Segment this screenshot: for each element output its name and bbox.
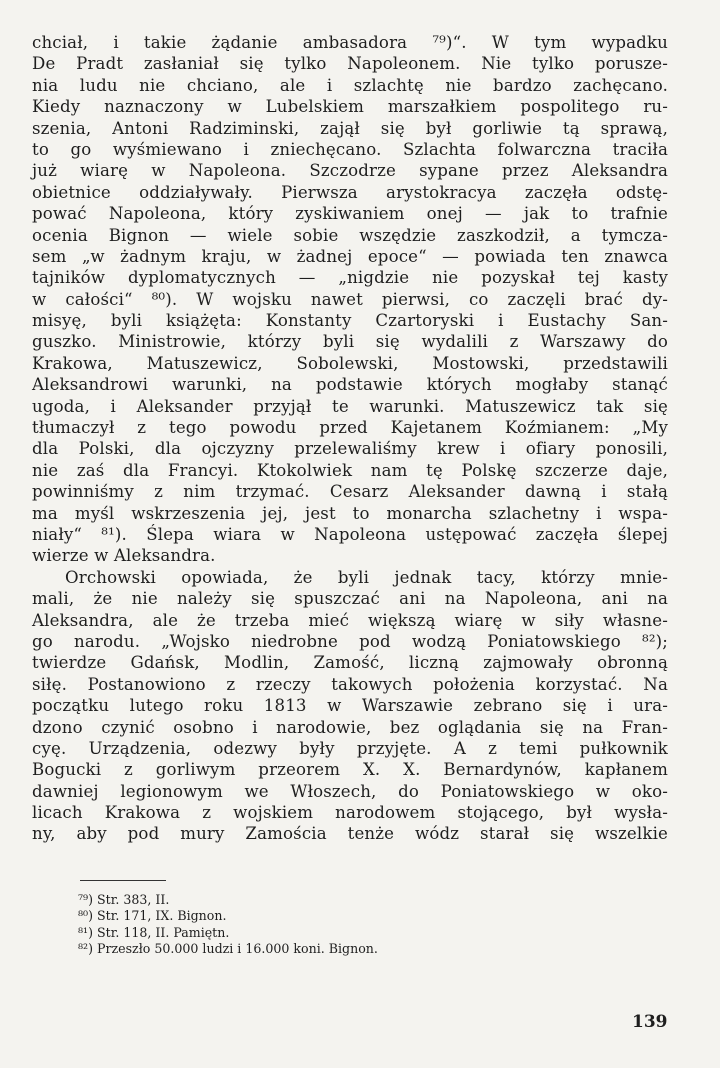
text-line: go narodu. „Wojsko niedrobne pod wodzą Poniatowskiego ⁸²); xyxy=(32,631,668,651)
text-line: obietnice oddziaływały. Pierwsza arystokracya zaczęła odstę- xyxy=(32,182,668,202)
text-line: ocenia Bignon — wiele sobie wszędzie zaszkodził, a tymcza- xyxy=(32,225,668,245)
text-line: nia ludu nie chciano, ale i szlachtę nie bardzo zachęcano. xyxy=(32,75,668,95)
text-line: Bogucki z gorliwym przeorem X. X. Bernardynów, kapłanem xyxy=(32,760,668,780)
text-line: mali, że nie należy się spuszczać ani na Napoleona, ani na xyxy=(32,589,668,609)
footnote: ⁷⁹) Str. 383, II. xyxy=(78,892,170,907)
text-line: ny, aby pod mury Zamościa tenże wódz starał się wszelkie xyxy=(32,824,668,844)
text-line: dzono czynić osobno i narodowie, bez oglądania się na Fran- xyxy=(32,717,668,737)
text-line: misyę, byli książęta: Konstanty Czartoryski i Eustachy San- xyxy=(32,311,668,331)
text-line: niały“ ⁸¹). Ślepa wiara w Napoleona ustępować zaczęła ślepej xyxy=(32,524,668,544)
text-line: Aleksandrowi warunki, na podstawie których mogłaby stanąć xyxy=(32,375,668,395)
text-line: początku lutego roku 1813 w Warszawie zebrano się i ura- xyxy=(32,696,668,716)
text-line: sem „w żadnym kraju, w żadnej epoce“ — powiada ten znawca xyxy=(32,246,668,266)
footnote-separator xyxy=(80,880,166,881)
text-line: Krakowa, Matuszewicz, Sobolewski, Mostowski, przedstawili xyxy=(32,353,668,373)
text-line: w całości“ ⁸⁰). W wojsku nawet pierwsi, co zaczęli brać dy- xyxy=(32,289,668,309)
text-line: powinniśmy z nim trzymać. Cesarz Aleksander dawną i stałą xyxy=(32,482,668,502)
text-line: twierdze Gdańsk, Modlin, Zamość, liczną zajmowały obronną xyxy=(32,653,668,673)
text-line: pować Napoleona, który zyskiwaniem onej — jak to trafnie xyxy=(32,204,668,224)
text-line: Aleksandra, ale że trzeba mieć większą wiarę w siły własne- xyxy=(32,610,668,630)
text-line: guszko. Ministrowie, którzy byli się wydalili z Warszawy do xyxy=(32,332,668,352)
text-line: nie zaś dla Francyi. Ktokolwiek nam tę Polskę szczerze daje, xyxy=(32,460,668,480)
text-line: szenia, Antoni Radziminski, zajął się był gorliwie tą sprawą, xyxy=(32,118,668,138)
footnote: ⁸¹) Str. 118, II. Pamiętn. xyxy=(78,924,230,940)
footnote: ⁸²) Przeszło 50.000 ludzi i 16.000 koni. Bignon. xyxy=(78,940,378,956)
footnote: ⁸⁰) Str. 171, IX. Bignon. xyxy=(78,908,227,924)
text-line: dla Polski, dla ojczyzny przelewaliśmy krew i ofiary ponosili, xyxy=(32,439,668,459)
text-line: to go wyśmiewano i zniechęcano. Szlachta folwarczna traciła xyxy=(32,139,668,159)
text-line: wierze w Aleksandra. xyxy=(32,546,216,566)
text-line: ugoda, i Aleksander przyjął te warunki. Matuszewicz tak się xyxy=(32,396,668,416)
text-line: De Pradt zasłaniał się tylko Napoleonem. Nie tylko porusze- xyxy=(32,54,668,74)
text-line: już wiarę w Napoleona. Szczodrze sypane przez Aleksandra xyxy=(32,161,668,181)
text-line: licach Krakowa z wojskiem narodowem stojącego, był wysła- xyxy=(32,803,668,823)
text-line: Orchowski opowiada, że byli jednak tacy, którzy mnie- xyxy=(65,567,668,587)
text-line: chciał, i takie żądanie ambasadora ⁷⁹)“. W tym wypadku xyxy=(32,33,668,52)
text-line: cyę. Urządzenia, odezwy były przyjęte. A z temi pułkownik xyxy=(32,738,668,758)
body-text xyxy=(32,32,668,845)
footnotes xyxy=(78,892,598,957)
text-line: dawniej legionowym we Włoszech, do Poniatowskiego w oko- xyxy=(32,781,668,801)
text-line: Kiedy naznaczony w Lubelskiem marszałkiem pospolitego ru- xyxy=(32,97,668,117)
text-line: tłumaczył z tego powodu przed Kajetanem Koźmianem: „My xyxy=(32,418,668,438)
text-line: siłę. Postanowiono z rzeczy takowych położenia korzystać. Na xyxy=(32,674,668,694)
text-line: ma myśl wskrzeszenia jej, jest to monarcha szlachetny i wspa- xyxy=(32,503,668,523)
page-number: 139 xyxy=(632,1012,668,1032)
text-line: tajników dyplomatycznych — „nigdzie nie pozyskał tej kasty xyxy=(32,268,668,288)
